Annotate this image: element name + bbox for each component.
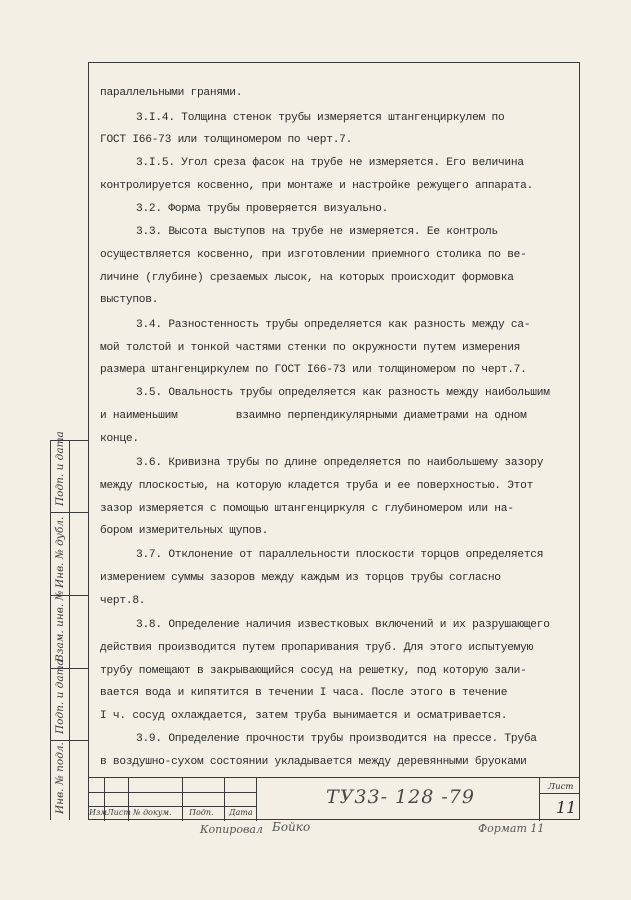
- text-line: личине (глубине) срезаемых лысок, на которых происходит формовка: [100, 272, 514, 284]
- column-header-date: Дата: [229, 808, 253, 817]
- column-header-sheet: Лист: [107, 808, 131, 817]
- text-line: между плоскостью, на которую кладется труба и ее поверхностью. Этот: [100, 480, 534, 492]
- text-line: 3.4. Разностенность трубы определяется как разность между са-: [136, 319, 531, 331]
- text-line: 3.2. Форма трубы проверяется визуально.: [136, 203, 389, 215]
- text-line: действия производится путем пропаривания труб. Для этого испытуемую: [100, 642, 534, 654]
- margin-label: Инв. № подл.: [54, 742, 66, 814]
- text-line: ГОСТ I66-73 или толщиномером по черт.7.: [100, 134, 353, 146]
- text-line: вается вода и кипятится в течении I часа. После этого в течение: [100, 687, 508, 699]
- document-code: ТУ33- 128 -79: [326, 786, 475, 808]
- column-header-doc-number: № докум.: [133, 808, 172, 817]
- copier-signature: Бойко: [272, 820, 311, 834]
- text-line: I ч. сосуд охлаждается, затем труба вынимается и осматривается.: [100, 710, 508, 722]
- column-header-change: Изм: [89, 808, 107, 817]
- text-line: параллельными гранями.: [100, 87, 243, 99]
- format-label: Формат 11: [478, 822, 545, 835]
- text-line: выступов.: [100, 294, 159, 306]
- text-line: зазор измеряется с помощью штангенциркуля с глубиномером или на-: [100, 503, 514, 515]
- text-line: 3.9. Определение прочности трубы производится на прессе. Труба: [136, 733, 537, 745]
- margin-label: Подп. и дата: [54, 659, 66, 734]
- text-line: конце.: [100, 433, 139, 445]
- sheet-caption: Лист: [548, 782, 574, 792]
- title-block: [88, 777, 580, 821]
- margin-label: Подп. и дата: [54, 431, 66, 506]
- text-line: 3.I.5. Угол среза фасок на трубе не измеряется. Его величина: [136, 157, 524, 169]
- text-line: осуществляется косвенно, при изготовлении приемного столика по ве-: [100, 249, 527, 261]
- margin-label: Взам. инв. №: [54, 590, 66, 662]
- text-line: трубу помещают в закрывающийся сосуд на решетку, под которую зали-: [100, 665, 527, 677]
- text-line: черт.8.: [100, 595, 146, 607]
- text-line: 3.I.4. Толщина стенок трубы измеряется штангенциркулем по: [136, 112, 505, 124]
- column-header-signature: Подп.: [189, 808, 214, 817]
- page-frame: [88, 62, 580, 820]
- text-line: и наименьшим взаимно перпендикулярными диаметрами на одном: [100, 410, 527, 422]
- text-line: контролируется косвенно, при монтаже и настройке режущего аппарата.: [100, 180, 534, 192]
- text-line: бором измерительных щупов.: [100, 525, 269, 537]
- text-line: в воздушно-сухом состоянии укладывается между деревянными бруоками: [100, 756, 527, 768]
- text-line: измерением суммы зазоров между каждым из торцов трубы согласно: [100, 572, 501, 584]
- text-line: 3.5. Овальность трубы определяется как разность между наибольшим: [136, 387, 550, 399]
- text-line: 3.7. Отклонение от параллельности плоскости торцов определяется: [136, 549, 544, 561]
- sheet-number: 11: [556, 798, 577, 817]
- text-line: размера штангенциркулем по ГОСТ I66-73 или толщиномером по черт.7.: [100, 364, 527, 376]
- margin-label: Инв. № дубл.: [54, 516, 66, 588]
- copied-by-label: Копировал: [200, 823, 263, 836]
- text-line: 3.3. Высота выступов на трубе не измеряется. Ее контроль: [136, 226, 498, 238]
- text-line: мой толстой и тонкой частями стенки по окружности путем измерения: [100, 342, 521, 354]
- margin-stamp-strip: [50, 431, 89, 820]
- text-line: 3.8. Определение наличия известковых включений и их разрушающего: [136, 619, 550, 631]
- text-line: 3.6. Кривизна трубы по длине определяется по наибольшему зазору: [136, 457, 544, 469]
